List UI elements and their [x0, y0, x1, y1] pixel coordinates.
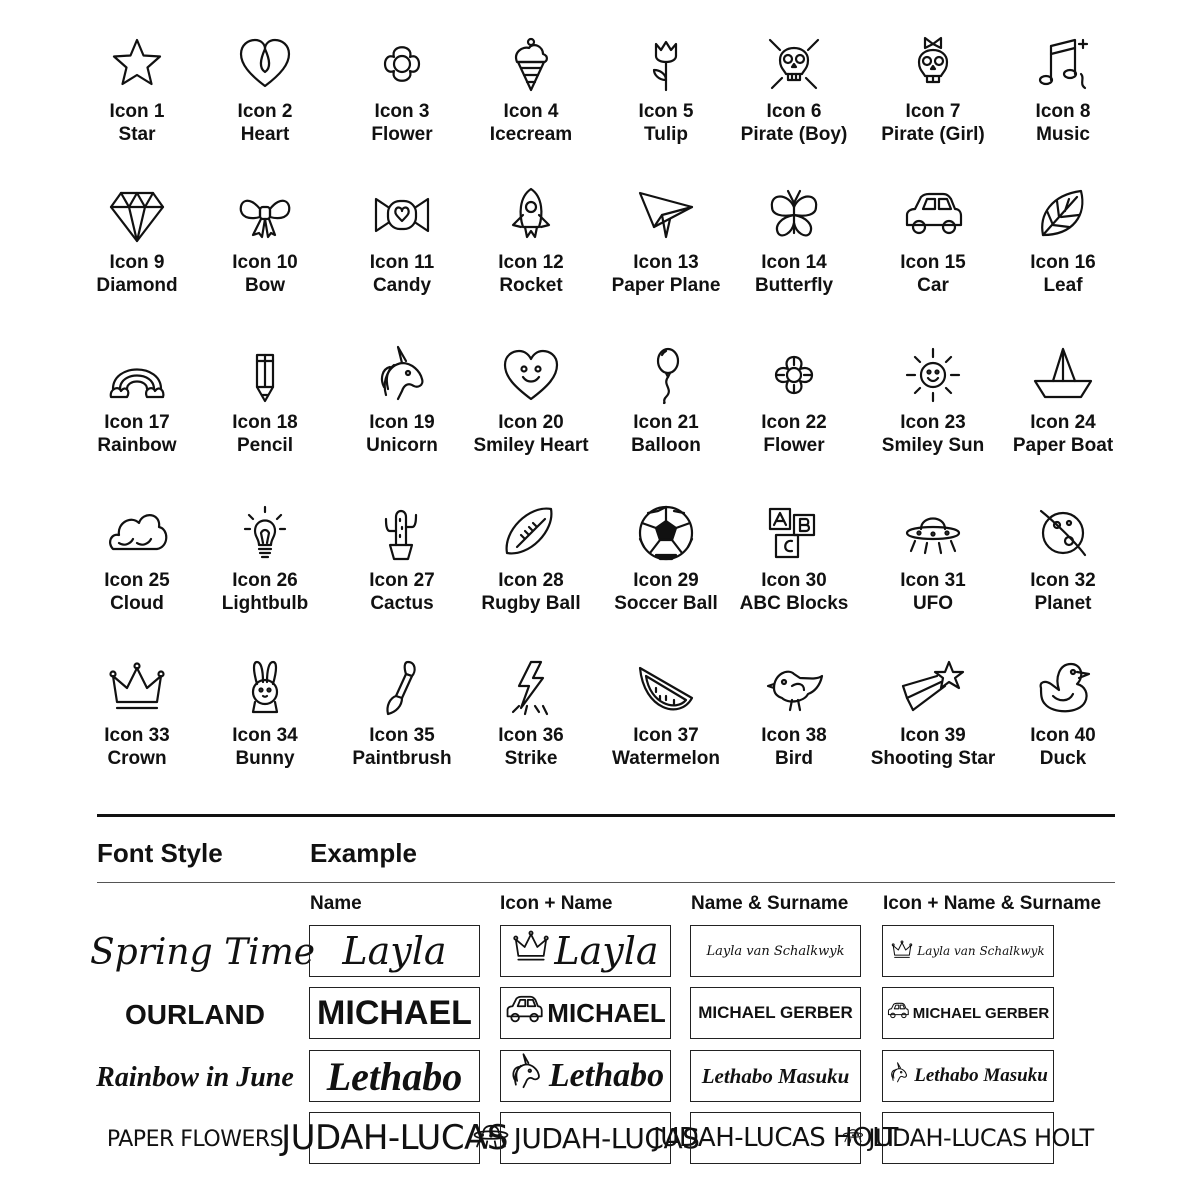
icon-number: Icon 8: [1035, 101, 1091, 122]
font-style-header: Font Style: [97, 838, 223, 868]
icon-option: [983, 345, 1143, 495]
example-text: Layla: [342, 929, 447, 973]
icon-number: Icon 4: [503, 101, 559, 122]
icon-name: Diamond: [96, 275, 178, 296]
icon-number: Icon 29: [633, 570, 699, 591]
column-header-icon-name: Icon + Name: [500, 893, 613, 914]
icon-number: Icon 35: [369, 725, 435, 746]
icon-label: [983, 100, 1143, 146]
column-header-icon-name-surname: Icon + Name & Surname: [883, 893, 1102, 914]
icon-label: [714, 724, 874, 770]
icon-number: Icon 20: [498, 412, 564, 433]
example-text: Layla van Schalkwyk: [917, 944, 1045, 958]
example-box: [690, 1050, 861, 1102]
car-icon: [887, 1000, 909, 1026]
icon-label: [714, 569, 874, 615]
abc-blocks-icon: [764, 503, 824, 563]
candy-icon: [372, 185, 432, 245]
icon-number: Icon 27: [369, 570, 435, 591]
icon-name: Watermelon: [611, 748, 721, 769]
icon-option: [714, 185, 874, 335]
icon-name: Bow: [244, 275, 286, 296]
icon-number: Icon 23: [900, 412, 966, 433]
bird-icon: [764, 658, 824, 718]
icon-number: Icon 30: [761, 570, 827, 591]
icon-label: [983, 569, 1143, 615]
example-box: [500, 1050, 671, 1102]
icon-number: Icon 39: [900, 725, 966, 746]
icon-name: UFO: [912, 593, 954, 614]
example-text: Lethabo Masuku: [914, 1065, 1048, 1086]
example-box: [309, 1050, 480, 1102]
car-icon: [505, 991, 543, 1029]
icon-name: Duck: [1039, 748, 1087, 769]
icon-name: Butterfly: [754, 275, 834, 296]
strike-icon: [501, 658, 561, 718]
icon-number: Icon 40: [1030, 725, 1096, 746]
icon-name: Tulip: [644, 124, 688, 145]
rugby-ball-icon: [501, 503, 561, 563]
icon-name: Music: [1036, 124, 1090, 145]
car-icon: [505, 991, 543, 1036]
icon-number: Icon 9: [109, 252, 165, 273]
flower-icon: [372, 34, 432, 94]
example-text: JUDAH-LUCAS: [513, 1121, 700, 1155]
icon-number: Icon 37: [633, 725, 699, 746]
example-box: [690, 987, 861, 1039]
crown-icon: [512, 928, 550, 966]
icon-number: Icon 34: [232, 725, 298, 746]
example-text: MICHAEL: [317, 993, 472, 1032]
icon-number: Icon 18: [232, 412, 298, 433]
ufo-icon: [472, 1116, 510, 1161]
smiley-heart-icon: [501, 345, 561, 405]
icon-name: Lightbulb: [221, 593, 309, 614]
bunny-icon: [235, 658, 295, 718]
icon-name: Smiley Sun: [881, 435, 985, 456]
pirate-girl-icon: [903, 34, 963, 94]
icon-number: Icon 25: [104, 570, 170, 591]
icon-option: [983, 503, 1143, 653]
icon-option: [714, 658, 874, 808]
example-box: [882, 987, 1054, 1039]
example-box: [500, 1112, 700, 1164]
example-header: Example: [310, 838, 417, 868]
car-icon: [903, 185, 963, 245]
cloud-icon: [107, 503, 167, 563]
icon-name: Unicorn: [366, 435, 438, 456]
example-text: MICHAEL GERBER: [912, 1004, 1050, 1022]
music-icon: [1033, 34, 1093, 94]
font-style-name: PAPER FLOWERS: [106, 1127, 284, 1152]
icon-label: [185, 251, 345, 297]
lightbulb-icon: [235, 503, 295, 563]
icon-option: [714, 503, 874, 653]
icon-name: Cactus: [370, 593, 434, 614]
icon-label: [983, 251, 1143, 297]
icon-option: [185, 345, 345, 495]
example-text: JUDAH-LUCAS HOLT: [653, 1123, 898, 1153]
icon-name: Strike: [504, 748, 558, 769]
icon-number: Icon 1: [109, 101, 165, 122]
icon-name: Flower: [763, 435, 825, 456]
icon-name: Rocket: [499, 275, 563, 296]
icon-number: Icon 38: [761, 725, 827, 746]
icon-name: Cloud: [110, 593, 164, 614]
example-box: [500, 925, 671, 977]
icon-number: Icon 33: [104, 725, 170, 746]
font-style-name: OURLAND: [125, 999, 265, 1030]
icon-option: [185, 503, 345, 653]
unicorn-icon: [888, 1062, 910, 1090]
icon-name: Bunny: [235, 748, 295, 769]
icon-number: Icon 2: [237, 101, 293, 122]
example-box: [690, 925, 861, 977]
icon-label: [714, 411, 874, 457]
icon-label: [185, 569, 345, 615]
icon-number: Icon 24: [1030, 412, 1096, 433]
icon-name: Leaf: [1043, 275, 1083, 296]
balloon-icon: [636, 345, 696, 405]
icecream-icon: [501, 34, 561, 94]
icon-option: [185, 658, 345, 808]
icon-name: Shooting Star: [870, 748, 996, 769]
icon-name: Bird: [775, 748, 813, 769]
icon-number: Icon 5: [638, 101, 694, 122]
icon-name: Crown: [107, 748, 167, 769]
icon-name: Planet: [1034, 593, 1092, 614]
watermelon-icon: [636, 658, 696, 718]
icon-name: Car: [917, 275, 949, 296]
butterfly-icon: [764, 185, 824, 245]
icon-label: [185, 724, 345, 770]
icon-label: [983, 411, 1143, 457]
icon-option: [714, 345, 874, 495]
example-text: Lethabo: [548, 1057, 665, 1094]
example-box: [653, 1112, 898, 1164]
smiley-sun-icon: [903, 345, 963, 405]
icon-option: [185, 34, 345, 184]
example-text: Layla van Schalkwyk: [706, 943, 845, 959]
bow-icon: [235, 185, 295, 245]
icon-name: Soccer Ball: [614, 593, 718, 614]
ufo-icon: [842, 1124, 864, 1146]
icon-name: Balloon: [631, 435, 701, 456]
icon-name: Rugby Ball: [481, 593, 581, 614]
example-box: [868, 1112, 1094, 1164]
flower-2-icon: [764, 345, 824, 405]
icon-label: [714, 100, 874, 146]
icon-name: Pirate (Girl): [881, 124, 985, 145]
example-box: [281, 1112, 508, 1164]
icon-name: Candy: [372, 275, 432, 296]
tulip-icon: [636, 34, 696, 94]
icon-label: [983, 724, 1143, 770]
paintbrush-icon: [372, 658, 432, 718]
icon-number: Icon 36: [498, 725, 564, 746]
cactus-icon: [372, 503, 432, 563]
icon-option: [714, 34, 874, 184]
crown-icon: [891, 939, 913, 964]
icon-name: Star: [118, 124, 156, 145]
icon-name: ABC Blocks: [739, 593, 849, 614]
icon-number: Icon 6: [766, 101, 822, 122]
icon-option: [983, 658, 1143, 808]
rocket-icon: [501, 185, 561, 245]
ufo-icon: [842, 1124, 864, 1152]
pencil-icon: [235, 345, 295, 405]
unicorn-icon: [372, 345, 432, 405]
icon-name: Smiley Heart: [473, 435, 589, 456]
ufo-icon: [903, 503, 963, 563]
crown-icon: [512, 928, 550, 975]
icon-number: Icon 17: [104, 412, 170, 433]
icon-number: Icon 26: [232, 570, 298, 591]
font-style-name: Spring Time: [90, 932, 316, 973]
unicorn-icon: [507, 1053, 545, 1100]
paper-plane-icon: [636, 185, 696, 245]
example-text: MICHAEL GERBER: [698, 1003, 853, 1022]
car-icon: [887, 1000, 909, 1022]
example-text: Lethabo Masuku: [701, 1063, 850, 1088]
icon-option: [983, 34, 1143, 184]
icon-number: Icon 10: [232, 252, 298, 273]
crown-icon: [891, 939, 913, 961]
icon-label: [714, 251, 874, 297]
pirate-boy-icon: [764, 34, 824, 94]
shooting-star-icon: [903, 658, 963, 718]
icon-name: Paintbrush: [352, 748, 452, 769]
icon-name: Heart: [240, 124, 290, 145]
icon-number: Icon 12: [498, 252, 564, 273]
leaf-icon: [1033, 185, 1093, 245]
example-box: [882, 1050, 1054, 1102]
column-header-name-surname: Name & Surname: [691, 893, 849, 914]
icon-name: Paper Plane: [611, 275, 721, 296]
ufo-icon: [472, 1116, 510, 1154]
icon-option: [983, 185, 1143, 335]
planet-icon: [1033, 503, 1093, 563]
example-text: JUDAH-LUCAS: [281, 1118, 508, 1158]
icon-number: Icon 3: [374, 101, 430, 122]
icon-number: Icon 22: [761, 412, 827, 433]
icon-number: Icon 15: [900, 252, 966, 273]
icon-number: Icon 16: [1030, 252, 1096, 273]
icon-number: Icon 28: [498, 570, 564, 591]
icon-name: Paper Boat: [1012, 435, 1114, 456]
example-text: Layla: [554, 929, 659, 973]
example-text: JUDAH-LUCAS HOLT: [868, 1124, 1094, 1152]
icon-name: Flower: [371, 124, 433, 145]
icon-number: Icon 11: [369, 252, 435, 273]
icon-number: Icon 21: [633, 412, 699, 433]
icon-number: Icon 13: [633, 252, 699, 273]
section-divider: [97, 814, 1115, 817]
example-box: [309, 925, 480, 977]
header-divider: [97, 882, 1115, 883]
duck-icon: [1033, 658, 1093, 718]
example-text: MICHAEL: [547, 997, 666, 1028]
unicorn-icon: [888, 1062, 910, 1084]
icon-name: Pirate (Boy): [740, 124, 848, 145]
icon-label: [185, 411, 345, 457]
icon-number: Icon 7: [905, 101, 961, 122]
example-box: [309, 987, 480, 1039]
example-box: [500, 987, 671, 1039]
star-icon: [107, 34, 167, 94]
icon-number: Icon 14: [761, 252, 827, 273]
soccer-ball-icon: [636, 503, 696, 563]
icon-number: Icon 31: [900, 570, 966, 591]
font-style-name: Rainbow in June: [96, 1062, 294, 1093]
heart-icon: [235, 34, 295, 94]
icon-label: [185, 100, 345, 146]
unicorn-icon: [507, 1053, 545, 1091]
paper-boat-icon: [1033, 345, 1093, 405]
example-text: Lethabo: [326, 1053, 463, 1099]
column-header-name: Name: [310, 893, 362, 914]
icon-name: Pencil: [237, 435, 293, 456]
icon-name: Icecream: [489, 124, 573, 145]
icon-number: Icon 19: [369, 412, 435, 433]
crown-icon: [107, 658, 167, 718]
icon-number: Icon 32: [1030, 570, 1096, 591]
example-box: [882, 925, 1054, 977]
icon-option: [185, 185, 345, 335]
diamond-icon: [107, 185, 167, 245]
icon-name: Rainbow: [97, 435, 177, 456]
rainbow-icon: [107, 345, 167, 405]
